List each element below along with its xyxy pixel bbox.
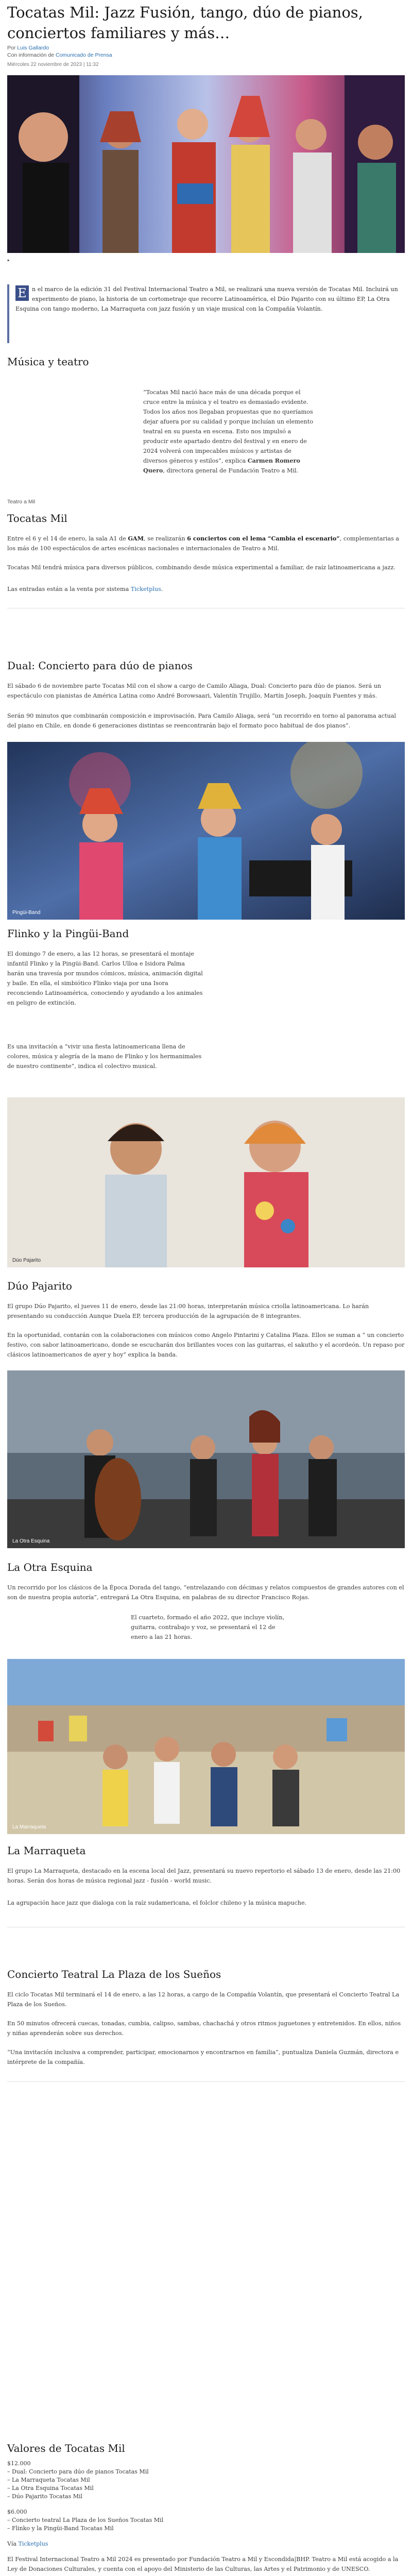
teatro-caption: Teatro a Mil bbox=[7, 499, 36, 505]
drop-cap: E bbox=[15, 285, 29, 301]
via-ticketplus-link[interactable]: Ticketplus bbox=[18, 2540, 48, 2547]
section-heading-marraqueta: La Marraqueta bbox=[7, 1844, 86, 1857]
marraqueta-caption: La Marraqueta bbox=[12, 1824, 46, 1830]
concierto-paragraph-2: En 50 minutos ofrecerá cuecas, tonadas, cumbia, calipso, sambas, chachachá y otros ritmos juguetones y entretenidos. En ellos, niños y niñas aprenderán sobre sus derechos. bbox=[7, 2020, 401, 2037]
section-heading-dual: Dual: Concierto para dúo de pianos bbox=[7, 659, 193, 672]
otra-paragraph-2: El cuarteto, formado el año 2022, que incluye violín, guitarra, contrabajo y voz, se presentará el 12 de enero a las 21 horas. bbox=[131, 1614, 285, 1640]
flinko-paragraph-1: El domingo 7 de enero, a las 12 horas, se presentará el montaje infantil Flinko y la Pingüi-Band. Carlos Ulloa e Isidora Palma harán una travesía por mundos cómicos, música, animación digital y baile. En ella, el simbiótico Flinko viaja por una Isora reconciendo Latinoamérica, conociendo y ayudando a los animales en peligro de extinción. bbox=[7, 951, 203, 1006]
price-list-2-item-1: – Concierto teatral La Plaza de los Sueños Tocatas Mil bbox=[7, 2517, 164, 2523]
author-link[interactable]: Luis Gallardo bbox=[17, 45, 49, 51]
price-list-1-item-1: – Dual: Concierto para dúo de pianos Tocatas Mil bbox=[7, 2468, 149, 2475]
otra-esquina-illustration bbox=[7, 1370, 405, 1548]
camera-icon: ▪ bbox=[7, 257, 10, 264]
flinko-paragraph-2: Es una invitación a “vivir una fiesta latinoamericana llena de colores, música y alegría de la mano de Flinko y los hermanimales de nuestro continente”, indica el colectivo musical. bbox=[7, 1043, 202, 1070]
tocatas-paragraph-2: Tocatas Mil tendrá música para diversos públicos, combinando desde música experimental a familiar, de raíz latinoamericana a jazz. bbox=[7, 564, 396, 571]
section-heading-valores: Valores de Tocatas Mil bbox=[7, 2442, 125, 2454]
otra-esquina-photo bbox=[7, 1370, 405, 1548]
concierto-paragraph-3: “Una invitación inclusiva a comprender, participar, emocionarnos y encontrarnos en familia”, puntualiza Daniela Guzmán, directora e intérprete de la compañía. bbox=[7, 2049, 399, 2065]
tocatas-paragraph-1: Entre el 6 y el 14 de enero, la sala A1 de GAM, se realizarán 6 conciertos con el lema “Cambia el escenario”, complementarias a los más de 100 espectáculos de artes escénicas nacionales e internacionales de Teatro a Mil. bbox=[7, 535, 399, 552]
page-title: Tocatas Mil: Jazz Fusión, tango, dúo de pianos, conciertos familiares y más… bbox=[7, 4, 363, 42]
concierto-paragraph-1: El ciclo Tocatas Mil terminará el 14 de enero, a las 12 horas, a cargo de la Compañía Volantín, que presentará el Concierto Teatral La Plaza de los Sueños. bbox=[7, 1991, 400, 2008]
duo-pajarito-illustration bbox=[7, 1097, 405, 1267]
duo-paragraph-1: El grupo Dúo Pajarito, el jueves 11 de enero, desde las 21:00 horas, interpretarán música criolla latinoamericana. Lo harán presentando su conducción Aunque Duela EP, tercera producción de la agrupación de 8 integrantes. bbox=[7, 1303, 369, 1319]
duo-pajarito-caption: Dúo Pajarito bbox=[12, 1258, 41, 1263]
duo-paragraph-2: En la oportunidad, contarán con la colaboraciones con músicos como Angelo Pintarini y Catalina Plaza. Ellos se suman a “ un concierto festivo, con sabor latinoamericano, donde se escucharán dos brillantes voces con las guitarras, el sakutho y el acordeón. Un repaso por clásicos latinoamericanos de ayer y hoy” explica la banda. bbox=[7, 1332, 405, 1358]
price-list-2-item-2: – Flinko y la Pingüi-Band Tocatas Mil bbox=[7, 2525, 114, 2532]
price-6000: $6.000 bbox=[7, 2509, 27, 2515]
section-heading-flinko: Flinko y la Pingüi-Band bbox=[7, 927, 129, 940]
duo-pajarito-photo bbox=[7, 1097, 405, 1267]
section-heading-concierto: Concierto Teatral La Plaza de los Sueños bbox=[7, 1968, 221, 1980]
marraqueta-paragraph-1: El grupo La Marraqueta, destacado en la escena local del Jazz, presentará su nuevo repertorio el sábado 13 de enero, desde las 21:00 horas. Serán dos horas de música regional jazz - fusión - world music. bbox=[7, 1868, 401, 1884]
via-line: Vía Ticketplus bbox=[7, 2540, 48, 2547]
section-heading-tocatas: Tocatas Mil bbox=[7, 512, 67, 524]
section-heading-duo: Dúo Pajarito bbox=[7, 1280, 72, 1292]
otra-esquina-caption: La Otra Esquina bbox=[12, 1538, 50, 1544]
source-link[interactable]: Comunicado de Prensa bbox=[55, 52, 112, 58]
marraqueta-illustration bbox=[7, 1659, 405, 1834]
footer-note: El Festival Internacional Teatro a Mil 2024 es presentado por Fundación Teatro a Mil y Escondida|BHP. Teatro a Mil está acogido a la Ley de Donaciones Culturales, y cuenta con el apoyo del Ministerio de las Culturas, las Artes y el Patrimonio y de UNESCO. bbox=[7, 2556, 399, 2572]
ticketplus-link[interactable]: Ticketplus bbox=[130, 586, 161, 592]
byline-source: Con información de Comunicado de Prensa bbox=[7, 52, 112, 58]
byline-author: Por Luis Gallardo bbox=[7, 45, 49, 51]
price-list-1-item-2: – La Marraqueta Tocatas Mil bbox=[7, 2477, 90, 2483]
marraqueta-photo bbox=[7, 1659, 405, 1834]
section-heading-otra: La Otra Esquina bbox=[7, 1561, 93, 1573]
pinguiband-illustration bbox=[7, 742, 405, 920]
marraqueta-paragraph-2: La agrupación hace jazz que dialoga con la raíz sudamericana, el folclor chileno y la música mapuche. bbox=[7, 1900, 307, 1906]
dual-paragraph-2: Serán 90 minutos que combinarán composición e improvisación. Para Camilo Aliaga, será “un recorrido en torno al panorama actual del piano en Chile, en donde 6 generaciones distintas se reencontrarán bajo el formato poco habitual de dos pianos”. bbox=[7, 713, 397, 729]
hero-image bbox=[7, 75, 405, 253]
dual-paragraph-1: El sábado 6 de noviembre parte Tocatas Mil con el show a cargo de Camilo Aliaga, Dual: Concierto para dúo de pianos. Será un espectáculo con pianistas de América Latina como André Borowsaari, Valentín Trujillo, Martín Joseph, Joaquín Fuentes y más. bbox=[7, 683, 382, 699]
tocatas-paragraph-3: Las entradas están a la venta por sistema Ticketplus. bbox=[7, 586, 163, 592]
section-heading-musica: Música y teatro bbox=[7, 355, 89, 368]
price-list-1-item-3: – La Otra Esquina Tocatas Mil bbox=[7, 2485, 94, 2492]
divider bbox=[7, 2081, 405, 2082]
otra-paragraph-1: Un recorrido por los clásicos de la Época Dorada del tango, “entrelazando con décimas y relatos compuestos de grandes autores con el son de nuestra propia autoría”, entregará La Otra Esquina, en palabras de su director Francisco Rojas. bbox=[7, 1584, 404, 1601]
price-12000: $12.000 bbox=[7, 2460, 31, 2467]
hero-illustration bbox=[7, 75, 405, 253]
publish-date: Miércoles 22 noviembre de 2023 | 11:32 bbox=[7, 62, 99, 67]
pinguiband-photo bbox=[7, 742, 405, 920]
lead-paragraph: E n el marco de la edición 31 del Festival Internacional Teatro a Mil, se realizará una nueva versión de Tocatas Mil. Incluirá un experimento de piano, la historia de un cortometraje que recorre Latinoamérica, el Dúo Pajarito con su último EP, La Otra Esquina con tango moderno, La Marraqueta con jazz fusión y un viaje musical con la Compañía Volantín. bbox=[7, 284, 405, 343]
pinguiband-caption: Pingüi-Band bbox=[12, 910, 41, 916]
pull-quote: “Tocatas Mil nació hace más de una década porque el cruce entre la música y el teatro es demasiado evidente. Todos los años nos llegaban propuestas que no queríamos dejar afuera por su calidad y porque incluían un elemento teatral en su puesta en escena. Esto nos impulsó a producir este apartado dentro del festival y en enero de 2024 volverá con impecables músicos y artistas de diversos géneros y estilos”, explica Carmen Romero Quero, directora general de Fundación Teatro a Mil. bbox=[143, 389, 313, 474]
price-list-1-item-4: – Dúo Pajarito Tocatas Mil bbox=[7, 2493, 83, 2500]
